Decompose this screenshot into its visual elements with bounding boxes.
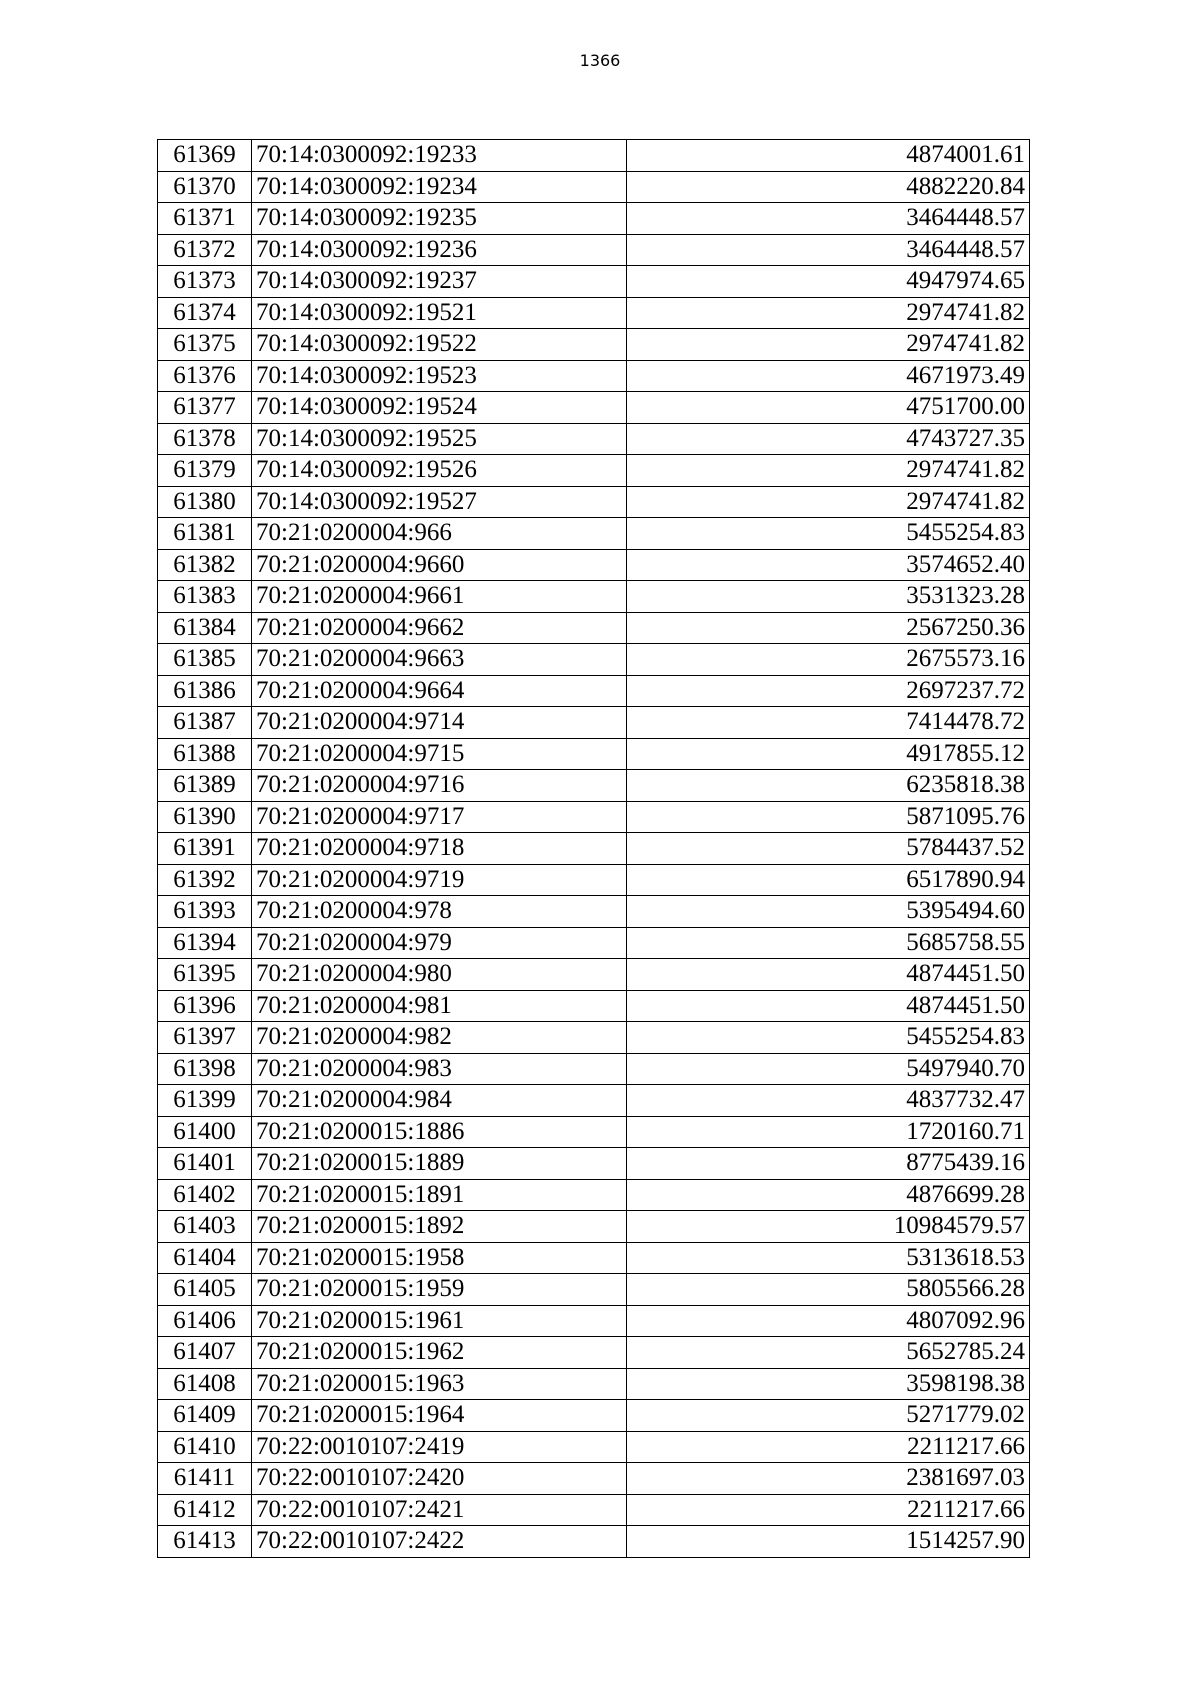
row-number-cell: 61413 — [158, 1526, 252, 1558]
row-number-cell: 61379 — [158, 455, 252, 487]
cadastral-number-cell: 70:21:0200015:1961 — [252, 1305, 627, 1337]
row-number-cell: 61402 — [158, 1179, 252, 1211]
table-row — [158, 770, 1030, 802]
row-number-cell: 61391 — [158, 833, 252, 865]
cadastral-value-cell: 5455254.83 — [627, 1022, 1030, 1054]
cadastral-number-cell: 70:21:0200004:978 — [252, 896, 627, 928]
row-number-cell: 61406 — [158, 1305, 252, 1337]
table-row — [158, 1400, 1030, 1432]
row-number-cell: 61404 — [158, 1242, 252, 1274]
cadastral-number-cell: 70:21:0200004:982 — [252, 1022, 627, 1054]
table-row — [158, 329, 1030, 361]
cadastral-value-cell: 1720160.71 — [627, 1116, 1030, 1148]
table-row — [158, 266, 1030, 298]
row-number-cell: 61409 — [158, 1400, 252, 1432]
table-row — [158, 171, 1030, 203]
cadastral-value-cell: 2381697.03 — [627, 1463, 1030, 1495]
cadastral-value-cell: 8775439.16 — [627, 1148, 1030, 1180]
row-number-cell: 61370 — [158, 171, 252, 203]
cadastral-value-cell: 2211217.66 — [627, 1494, 1030, 1526]
cadastral-value-cell: 2567250.36 — [627, 612, 1030, 644]
cadastral-value-cell: 5685758.55 — [627, 927, 1030, 959]
cadastral-value-cell: 5805566.28 — [627, 1274, 1030, 1306]
row-number-cell: 61411 — [158, 1463, 252, 1495]
cadastral-value-cell: 4743727.35 — [627, 423, 1030, 455]
row-number-cell: 61374 — [158, 297, 252, 329]
row-number-cell: 61369 — [158, 140, 252, 172]
cadastral-number-cell: 70:21:0200004:984 — [252, 1085, 627, 1117]
cadastral-value-cell: 5652785.24 — [627, 1337, 1030, 1369]
row-number-cell: 61378 — [158, 423, 252, 455]
cadastral-value-cell: 5313618.53 — [627, 1242, 1030, 1274]
cadastral-number-cell: 70:21:0200004:9660 — [252, 549, 627, 581]
cadastral-number-cell: 70:21:0200015:1959 — [252, 1274, 627, 1306]
row-number-cell: 61384 — [158, 612, 252, 644]
cadastral-value-cell: 2211217.66 — [627, 1431, 1030, 1463]
cadastral-value-cell: 3574652.40 — [627, 549, 1030, 581]
table-row — [158, 486, 1030, 518]
row-number-cell: 61399 — [158, 1085, 252, 1117]
cadastral-value-cell: 2974741.82 — [627, 297, 1030, 329]
table-row — [158, 1116, 1030, 1148]
cadastral-number-cell: 70:21:0200004:9663 — [252, 644, 627, 676]
row-number-cell: 61388 — [158, 738, 252, 770]
cadastral-value-cell: 2974741.82 — [627, 455, 1030, 487]
row-number-cell: 61371 — [158, 203, 252, 235]
table-row — [158, 927, 1030, 959]
row-number-cell: 61401 — [158, 1148, 252, 1180]
cadastral-number-cell: 70:21:0200015:1892 — [252, 1211, 627, 1243]
cadastral-number-cell: 70:21:0200015:1964 — [252, 1400, 627, 1432]
cadastral-number-cell: 70:21:0200004:9718 — [252, 833, 627, 865]
cadastral-value-cell: 2974741.82 — [627, 329, 1030, 361]
table-row — [158, 423, 1030, 455]
cadastral-number-cell: 70:14:0300092:19235 — [252, 203, 627, 235]
cadastral-number-cell: 70:21:0200015:1962 — [252, 1337, 627, 1369]
cadastral-number-cell: 70:14:0300092:19526 — [252, 455, 627, 487]
cadastral-number-cell: 70:21:0200004:9714 — [252, 707, 627, 739]
table-row — [158, 234, 1030, 266]
cadastral-number-cell: 70:21:0200004:9661 — [252, 581, 627, 613]
cadastral-value-cell: 5784437.52 — [627, 833, 1030, 865]
cadastral-number-cell: 70:21:0200004:981 — [252, 990, 627, 1022]
row-number-cell: 61405 — [158, 1274, 252, 1306]
cadastral-value-cell: 3598198.38 — [627, 1368, 1030, 1400]
table-row — [158, 990, 1030, 1022]
table-row — [158, 738, 1030, 770]
cadastral-value-cell: 10984579.57 — [627, 1211, 1030, 1243]
row-number-cell: 61382 — [158, 549, 252, 581]
cadastral-value-cell: 2675573.16 — [627, 644, 1030, 676]
cadastral-number-cell: 70:14:0300092:19527 — [252, 486, 627, 518]
cadastral-number-cell: 70:21:0200015:1958 — [252, 1242, 627, 1274]
cadastral-number-cell: 70:21:0200004:9719 — [252, 864, 627, 896]
row-number-cell: 61381 — [158, 518, 252, 550]
row-number-cell: 61394 — [158, 927, 252, 959]
row-number-cell: 61397 — [158, 1022, 252, 1054]
table-row — [158, 518, 1030, 550]
cadastral-value-cell: 5455254.83 — [627, 518, 1030, 550]
table-row — [158, 549, 1030, 581]
row-number-cell: 61387 — [158, 707, 252, 739]
cadastral-value-cell: 3531323.28 — [627, 581, 1030, 613]
cadastral-number-cell: 70:21:0200004:9664 — [252, 675, 627, 707]
cadastral-value-cell: 3464448.57 — [627, 234, 1030, 266]
cadastral-value-cell: 4874451.50 — [627, 990, 1030, 1022]
cadastral-number-cell: 70:22:0010107:2420 — [252, 1463, 627, 1495]
row-number-cell: 61408 — [158, 1368, 252, 1400]
cadastral-value-cell: 5395494.60 — [627, 896, 1030, 928]
table-row — [158, 1337, 1030, 1369]
cadastral-value-cell: 1514257.90 — [627, 1526, 1030, 1558]
row-number-cell: 61390 — [158, 801, 252, 833]
cadastral-value-cell: 3464448.57 — [627, 203, 1030, 235]
table-row — [158, 1085, 1030, 1117]
cadastral-value-cell: 4807092.96 — [627, 1305, 1030, 1337]
cadastral-value-cell: 4947974.65 — [627, 266, 1030, 298]
cadastral-number-cell: 70:21:0200004:980 — [252, 959, 627, 991]
cadastral-value-cell: 4874451.50 — [627, 959, 1030, 991]
table-row — [158, 1431, 1030, 1463]
table-row — [158, 1022, 1030, 1054]
row-number-cell: 61373 — [158, 266, 252, 298]
table-row — [158, 1463, 1030, 1495]
row-number-cell: 61386 — [158, 675, 252, 707]
cadastral-value-cell: 4751700.00 — [627, 392, 1030, 424]
cadastral-number-cell: 70:14:0300092:19234 — [252, 171, 627, 203]
cadastral-number-cell: 70:22:0010107:2421 — [252, 1494, 627, 1526]
table-row — [158, 392, 1030, 424]
cadastral-value-cell: 4876699.28 — [627, 1179, 1030, 1211]
table-row — [158, 455, 1030, 487]
table-row — [158, 644, 1030, 676]
cadastral-value-cell: 6517890.94 — [627, 864, 1030, 896]
row-number-cell: 61392 — [158, 864, 252, 896]
row-number-cell: 61375 — [158, 329, 252, 361]
cadastral-value-cell: 4882220.84 — [627, 171, 1030, 203]
cadastral-number-cell: 70:14:0300092:19525 — [252, 423, 627, 455]
cadastral-number-cell: 70:14:0300092:19236 — [252, 234, 627, 266]
cadastral-number-cell: 70:14:0300092:19237 — [252, 266, 627, 298]
cadastral-number-cell: 70:21:0200004:9716 — [252, 770, 627, 802]
cadastral-value-table — [157, 139, 1030, 1558]
cadastral-number-cell: 70:14:0300092:19521 — [252, 297, 627, 329]
cadastral-number-cell: 70:21:0200004:9717 — [252, 801, 627, 833]
cadastral-value-cell: 4671973.49 — [627, 360, 1030, 392]
cadastral-number-cell: 70:21:0200015:1963 — [252, 1368, 627, 1400]
cadastral-number-cell: 70:14:0300092:19524 — [252, 392, 627, 424]
table-row — [158, 612, 1030, 644]
row-number-cell: 61372 — [158, 234, 252, 266]
cadastral-number-cell: 70:14:0300092:19233 — [252, 140, 627, 172]
page-number: 1366 — [579, 51, 621, 70]
row-number-cell: 61376 — [158, 360, 252, 392]
table-row — [158, 140, 1030, 172]
table-row — [158, 1368, 1030, 1400]
table-row — [158, 1242, 1030, 1274]
row-number-cell: 61395 — [158, 959, 252, 991]
table-row — [158, 581, 1030, 613]
cadastral-number-cell: 70:22:0010107:2422 — [252, 1526, 627, 1558]
table-row — [158, 1494, 1030, 1526]
cadastral-value-cell: 5271779.02 — [627, 1400, 1030, 1432]
table-row — [158, 1053, 1030, 1085]
row-number-cell: 61407 — [158, 1337, 252, 1369]
cadastral-number-cell: 70:21:0200015:1889 — [252, 1148, 627, 1180]
cadastral-value-cell: 6235818.38 — [627, 770, 1030, 802]
row-number-cell: 61398 — [158, 1053, 252, 1085]
cadastral-number-cell: 70:21:0200015:1891 — [252, 1179, 627, 1211]
table-row — [158, 297, 1030, 329]
cadastral-value-cell: 4917855.12 — [627, 738, 1030, 770]
row-number-cell: 61393 — [158, 896, 252, 928]
row-number-cell: 61410 — [158, 1431, 252, 1463]
cadastral-value-cell: 4837732.47 — [627, 1085, 1030, 1117]
table-body — [158, 140, 1030, 1558]
table-row — [158, 1305, 1030, 1337]
table-row — [158, 1148, 1030, 1180]
cadastral-value-cell: 7414478.72 — [627, 707, 1030, 739]
cadastral-number-cell: 70:21:0200004:966 — [252, 518, 627, 550]
cadastral-value-cell: 5497940.70 — [627, 1053, 1030, 1085]
table-row — [158, 864, 1030, 896]
table-row — [158, 1274, 1030, 1306]
cadastral-number-cell: 70:21:0200015:1886 — [252, 1116, 627, 1148]
table-row — [158, 959, 1030, 991]
cadastral-value-cell: 4874001.61 — [627, 140, 1030, 172]
cadastral-number-cell: 70:21:0200004:983 — [252, 1053, 627, 1085]
table-row — [158, 1179, 1030, 1211]
row-number-cell: 61400 — [158, 1116, 252, 1148]
cadastral-number-cell: 70:21:0200004:9715 — [252, 738, 627, 770]
row-number-cell: 61383 — [158, 581, 252, 613]
table-row — [158, 360, 1030, 392]
cadastral-number-cell: 70:21:0200004:9662 — [252, 612, 627, 644]
table-row — [158, 707, 1030, 739]
cadastral-number-cell: 70:14:0300092:19522 — [252, 329, 627, 361]
cadastral-number-cell: 70:14:0300092:19523 — [252, 360, 627, 392]
table-row — [158, 1211, 1030, 1243]
row-number-cell: 61396 — [158, 990, 252, 1022]
row-number-cell: 61380 — [158, 486, 252, 518]
cadastral-number-cell: 70:22:0010107:2419 — [252, 1431, 627, 1463]
row-number-cell: 61403 — [158, 1211, 252, 1243]
cadastral-value-cell: 5871095.76 — [627, 801, 1030, 833]
row-number-cell: 61389 — [158, 770, 252, 802]
table-row — [158, 896, 1030, 928]
table-row — [158, 801, 1030, 833]
table-row — [158, 203, 1030, 235]
row-number-cell: 61385 — [158, 644, 252, 676]
table-row — [158, 833, 1030, 865]
cadastral-value-cell: 2697237.72 — [627, 675, 1030, 707]
row-number-cell: 61377 — [158, 392, 252, 424]
table-row — [158, 675, 1030, 707]
row-number-cell: 61412 — [158, 1494, 252, 1526]
cadastral-value-cell: 2974741.82 — [627, 486, 1030, 518]
cadastral-number-cell: 70:21:0200004:979 — [252, 927, 627, 959]
table-row — [158, 1526, 1030, 1558]
